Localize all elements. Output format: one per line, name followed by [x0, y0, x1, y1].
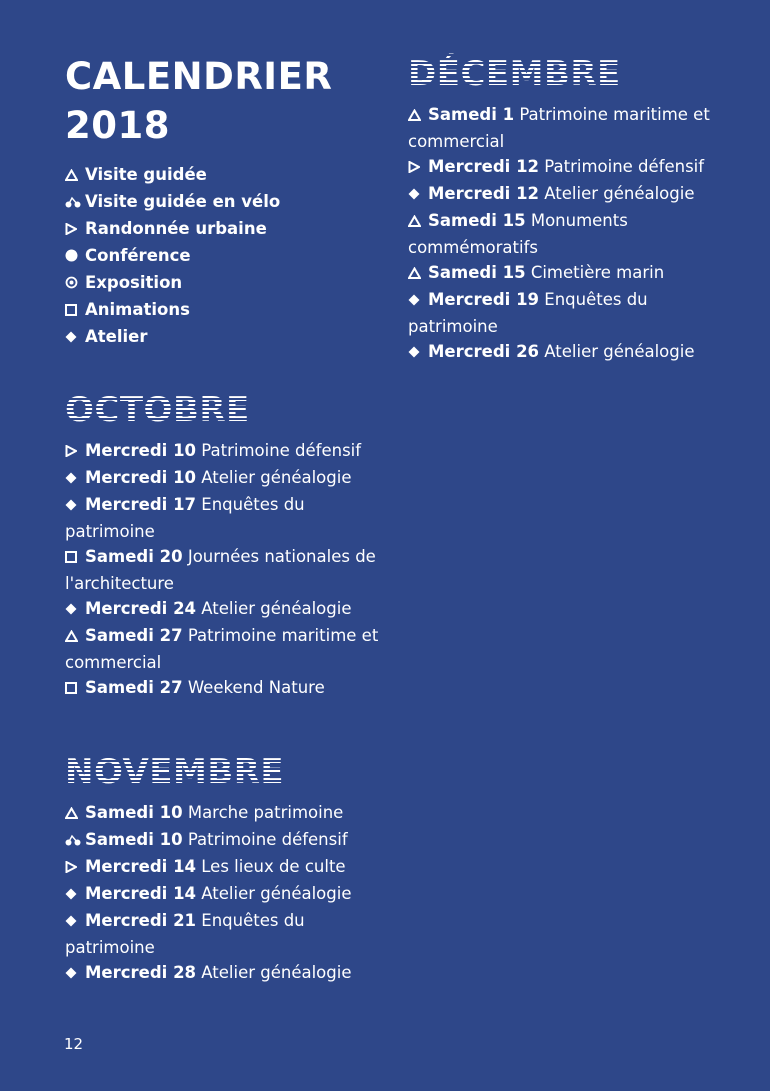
event-title: Enquêtes du patrimoine [65, 911, 305, 957]
month-october [65, 388, 395, 702]
legend-item-randonnee [65, 216, 390, 243]
event-title: Patrimoine maritime et commercial [408, 105, 710, 151]
title-line-1: CALENDRIER [65, 55, 333, 98]
event-title: Patrimoine défensif [201, 441, 362, 460]
event-item [65, 827, 395, 854]
event-day: Mercredi 12 [428, 157, 540, 176]
event-item [65, 675, 395, 702]
event-list [65, 438, 395, 702]
event-title: Enquêtes du patrimoine [408, 290, 648, 336]
diamond-icon [65, 494, 81, 519]
event-title: Atelier généalogie [544, 342, 695, 361]
filled-circle-icon [65, 245, 81, 270]
event-item [408, 208, 738, 260]
event-day: Mercredi 10 [85, 468, 197, 487]
square-icon [65, 546, 81, 571]
diamond-icon [65, 910, 81, 935]
event-day: Mercredi 24 [85, 599, 197, 618]
target-circle-icon [65, 272, 81, 297]
event-day: Samedi 15 [428, 263, 526, 282]
diamond-icon [65, 883, 81, 908]
legend-label: Atelier [85, 327, 148, 346]
triangle-icon [408, 262, 424, 287]
play-triangle-icon [65, 440, 81, 465]
diamond-icon [408, 341, 424, 366]
event-item [408, 260, 738, 287]
event-day: Mercredi 19 [428, 290, 540, 309]
page-number: 12 [64, 1035, 84, 1053]
event-title: Atelier généalogie [201, 963, 352, 982]
event-item [408, 102, 738, 154]
month-title: DÉCEMBRE [408, 54, 621, 94]
legend-item-atelier [65, 324, 390, 351]
event-day: Samedi 20 [85, 547, 183, 566]
square-icon [65, 677, 81, 702]
triangle-icon [408, 104, 424, 129]
legend-label: Exposition [85, 273, 183, 292]
event-title: Monuments commémoratifs [408, 211, 628, 257]
triangle-icon [65, 802, 81, 827]
legend-item-animations [65, 297, 390, 324]
page-title [65, 52, 390, 150]
event-item [408, 287, 738, 339]
event-title: Patrimoine maritime et commercial [65, 626, 379, 672]
event-day: Mercredi 14 [85, 857, 197, 876]
event-title: Journées nationales de l'architecture [65, 547, 376, 593]
event-day: Mercredi 12 [428, 184, 540, 203]
event-item [65, 800, 395, 827]
event-title: Patrimoine défensif [187, 830, 348, 849]
event-item [65, 596, 395, 623]
event-item [408, 181, 738, 208]
event-title: Atelier généalogie [201, 468, 352, 487]
legend-label: Visite guidée [85, 165, 207, 184]
event-item [65, 492, 395, 544]
legend-label: Conférence [85, 246, 191, 265]
diamond-icon [65, 467, 81, 492]
event-day: Mercredi 26 [428, 342, 540, 361]
play-triangle-icon [408, 156, 424, 181]
event-item [65, 623, 395, 675]
triangle-icon [408, 210, 424, 235]
event-title: Les lieux de culte [201, 857, 346, 876]
event-item [65, 438, 395, 465]
event-day: Mercredi 28 [85, 963, 197, 982]
event-item [65, 465, 395, 492]
calendar-header [65, 52, 390, 351]
legend-item-velo [65, 189, 390, 216]
bicycle-icon [65, 829, 81, 854]
event-list [65, 800, 395, 987]
legend [65, 162, 390, 351]
event-day: Samedi 10 [85, 830, 183, 849]
event-day: Samedi 27 [85, 678, 183, 697]
diamond-icon [408, 289, 424, 314]
event-day: Samedi 10 [85, 803, 183, 822]
legend-label: Randonnée urbaine [85, 219, 267, 238]
event-day: Mercredi 14 [85, 884, 197, 903]
event-item [408, 154, 738, 181]
event-title: Patrimoine défensif [544, 157, 705, 176]
event-item [65, 854, 395, 881]
event-item [65, 960, 395, 987]
legend-label: Animations [85, 300, 190, 319]
diamond-icon [408, 183, 424, 208]
title-line-2: 2018 [65, 104, 170, 147]
event-day: Samedi 1 [428, 105, 515, 124]
event-day: Mercredi 17 [85, 495, 197, 514]
event-title: Atelier généalogie [544, 184, 695, 203]
bicycle-icon [65, 191, 81, 216]
event-title: Atelier généalogie [201, 599, 352, 618]
legend-item-exposition [65, 270, 390, 297]
event-day: Mercredi 21 [85, 911, 197, 930]
square-icon [65, 299, 81, 324]
event-title: Atelier généalogie [201, 884, 352, 903]
month-november [65, 750, 395, 987]
event-title: Cimetière marin [530, 263, 665, 282]
triangle-icon [65, 164, 81, 189]
play-triangle-icon [65, 856, 81, 881]
month-december [408, 52, 738, 366]
event-day: Mercredi 10 [85, 441, 197, 460]
legend-item-conference [65, 243, 390, 270]
event-item [65, 544, 395, 596]
play-triangle-icon [65, 218, 81, 243]
event-item [65, 908, 395, 960]
event-day: Samedi 27 [85, 626, 183, 645]
event-title: Marche patrimoine [187, 803, 344, 822]
month-title: NOVEMBRE [65, 752, 285, 792]
event-day: Samedi 15 [428, 211, 526, 230]
event-title: Enquêtes du patrimoine [65, 495, 305, 541]
legend-label: Visite guidée en vélo [85, 192, 281, 211]
diamond-icon [65, 326, 81, 351]
event-item [65, 881, 395, 908]
month-title: OCTOBRE [65, 390, 250, 430]
event-title: Weekend Nature [187, 678, 325, 697]
diamond-icon [65, 598, 81, 623]
legend-item-visite [65, 162, 390, 189]
triangle-icon [65, 625, 81, 650]
diamond-icon [65, 962, 81, 987]
event-list [408, 102, 738, 366]
event-item [408, 339, 738, 366]
